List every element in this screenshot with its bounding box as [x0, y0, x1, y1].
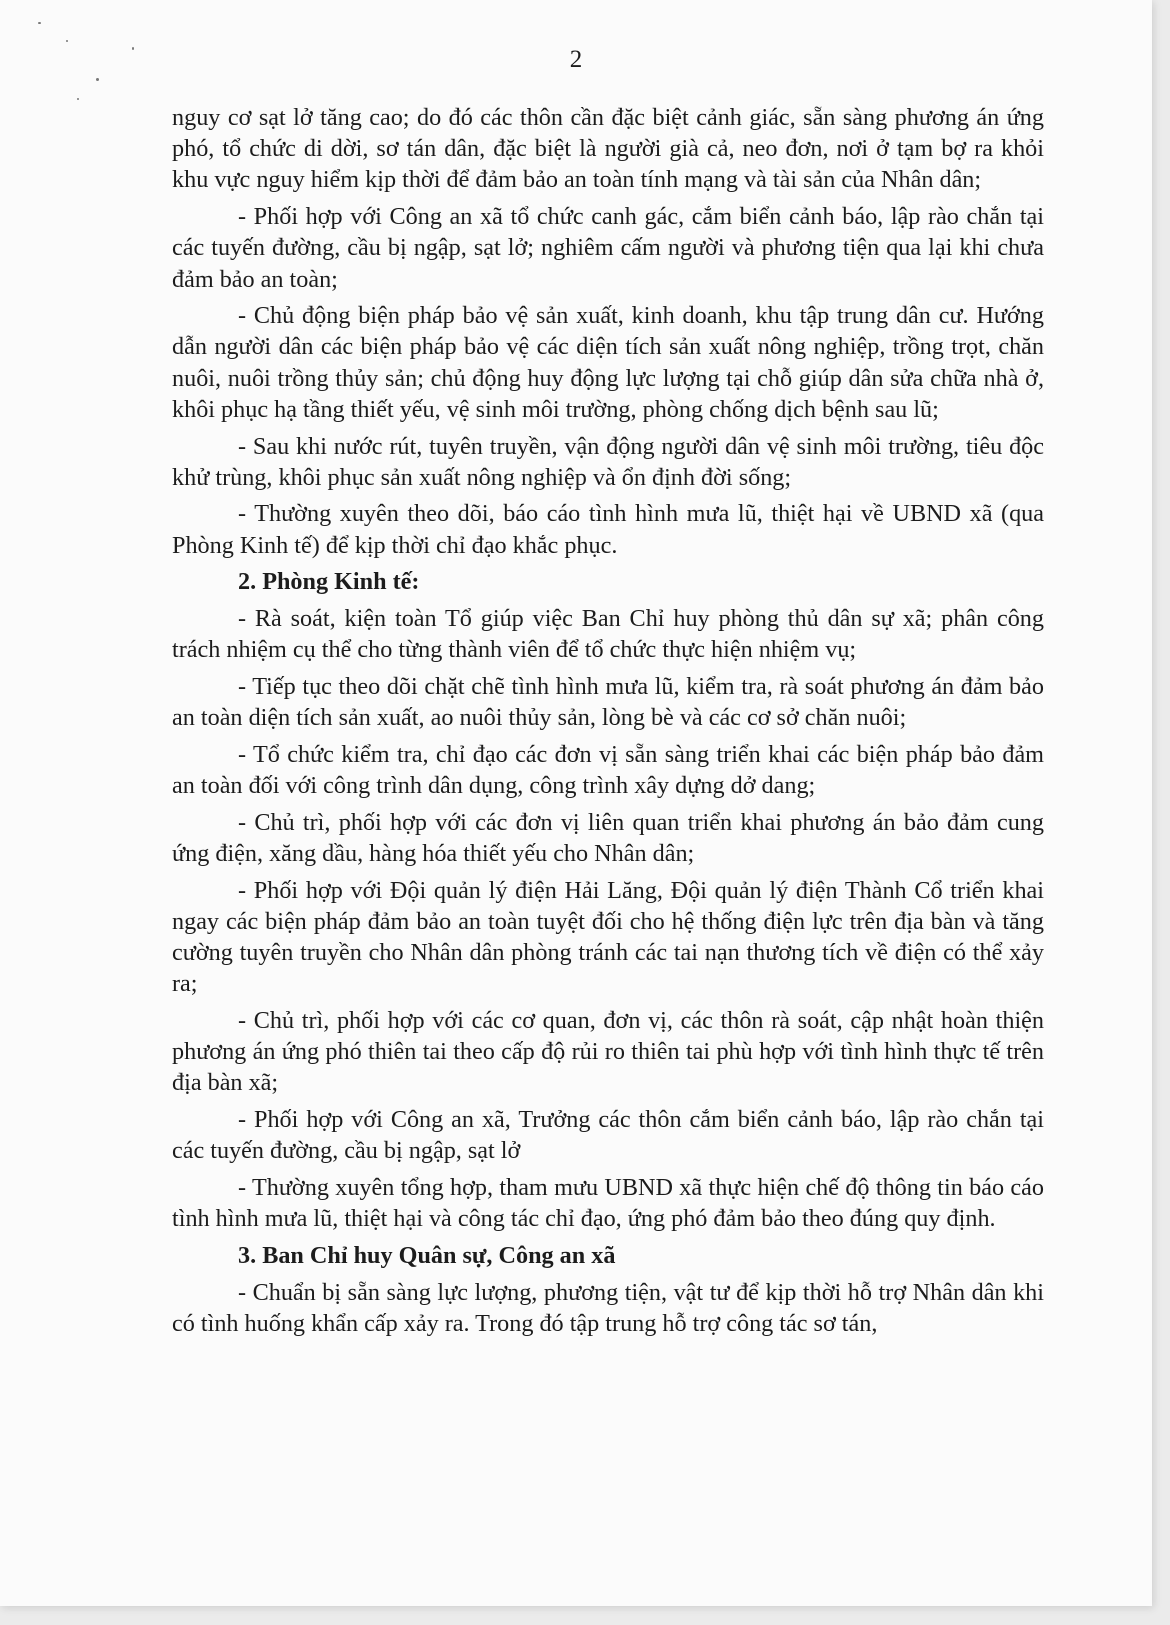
paragraph: - Chủ trì, phối hợp với các đơn vị liên quan triển khai phương án bảo đảm cung ứng điện, xăng dầu, hàng hóa thiết yếu cho Nhân dân; — [172, 808, 1044, 867]
section-heading: 2. Phòng Kinh tế: — [238, 568, 420, 596]
paragraph: - Tổ chức kiểm tra, chỉ đạo các đơn vị sẵn sàng triển khai các biện pháp bảo đảm an toàn đối với công trình dân dụng, công trình xây dựng dở dang; — [172, 740, 1044, 800]
document-body — [172, 102, 1044, 1345]
paragraph: - Thường xuyên tổng hợp, tham mưu UBND xã thực hiện chế độ thông tin báo cáo tình hình mưa lũ, thiệt hại và công tác chỉ đạo, ứng phó đảm bảo theo đúng quy định. — [172, 1174, 1044, 1233]
paragraph: - Tiếp tục theo dõi chặt chẽ tình hình mưa lũ, kiểm tra, rà soát phương án đảm bảo an toàn diện tích sản xuất, ao nuôi thủy sản, lòng bè và các cơ sở chăn nuôi; — [172, 672, 1044, 732]
paragraph: - Phối hợp với Công an xã, Trưởng các thôn cắm biển cảnh báo, lập rào chắn tại các tuyến đường, cầu bị ngập, sạt lở — [172, 1106, 1044, 1165]
section-heading: 3. Ban Chỉ huy Quân sự, Công an xã — [238, 1241, 616, 1269]
paragraph: - Phối hợp với Đội quản lý điện Hải Lăng, Đội quản lý điện Thành Cổ triển khai ngay các biện pháp đảm bảo an toàn tuyệt đối cho hệ thống điện lực trên địa bàn và tăng cường tuyên truyền cho Nhân dân phòng tránh các tai nạn thương tích về điện có thể xảy ra; — [172, 876, 1044, 998]
scan-speck — [66, 40, 68, 42]
paragraph: - Sau khi nước rút, tuyên truyền, vận động người dân vệ sinh môi trường, tiêu độc khử trùng, khôi phục sản xuất nông nghiệp và ổn định đời sống; — [172, 432, 1044, 491]
paragraph: - Chủ động biện pháp bảo vệ sản xuất, kinh doanh, khu tập trung dân cư. Hướng dẫn người dân các biện pháp bảo vệ các diện tích sản xuất nông nghiệp, trồng trọt, chăn nuôi, nuôi trồng thủy sản; chủ động huy động lực lượng tại chỗ giúp dân sửa chữa nhà ở, khôi phục hạ tầng thiết yếu, vệ sinh môi trường, phòng chống dịch bệnh sau lũ; — [172, 302, 1044, 423]
paragraph: - Chủ trì, phối hợp với các cơ quan, đơn vị, các thôn rà soát, cập nhật hoàn thiện phương án ứng phó thiên tai theo cấp độ rủi ro thiên tai phù hợp với tình hình thực tế trên địa bàn xã; — [172, 1006, 1044, 1097]
scan-speck — [77, 98, 79, 100]
paragraph: nguy cơ sạt lở tăng cao; do đó các thôn cần đặc biệt cảnh giác, sẵn sàng phương án ứng phó, tổ chức di dời, sơ tán dân, đặc biệt là người già cả, neo đơn, nơi ở tạm bợ ra khỏi khu vực nguy hiểm kịp thời để đảm bảo an toàn tính mạng và tài sản của Nhân dân; — [172, 104, 1044, 194]
paragraph: - Thường xuyên theo dõi, báo cáo tình hình mưa lũ, thiệt hại về UBND xã (qua Phòng Kinh tế) để kịp thời chỉ đạo khắc phục. — [172, 500, 1044, 559]
page-number: 2 — [569, 46, 583, 73]
scan-speck — [38, 22, 41, 24]
paragraph: - Phối hợp với Công an xã tổ chức canh gác, cắm biển cảnh báo, lập rào chắn tại các tuyến đường, cầu bị ngập, sạt lở; nghiêm cấm người và phương tiện qua lại khi chưa đảm bảo an toàn; — [172, 203, 1044, 293]
paragraph: - Rà soát, kiện toàn Tổ giúp việc Ban Chỉ huy phòng thủ dân sự xã; phân công trách nhiệm cụ thể cho từng thành viên để tổ chức thực hiện nhiệm vụ; — [172, 605, 1044, 664]
scan-speck — [96, 78, 99, 81]
paragraph: - Chuẩn bị sẵn sàng lực lượng, phương tiện, vật tư để kịp thời hỗ trợ Nhân dân khi có tình huống khẩn cấp xảy ra. Trong đó tập trung hỗ trợ công tác sơ tán, — [172, 1278, 1044, 1337]
